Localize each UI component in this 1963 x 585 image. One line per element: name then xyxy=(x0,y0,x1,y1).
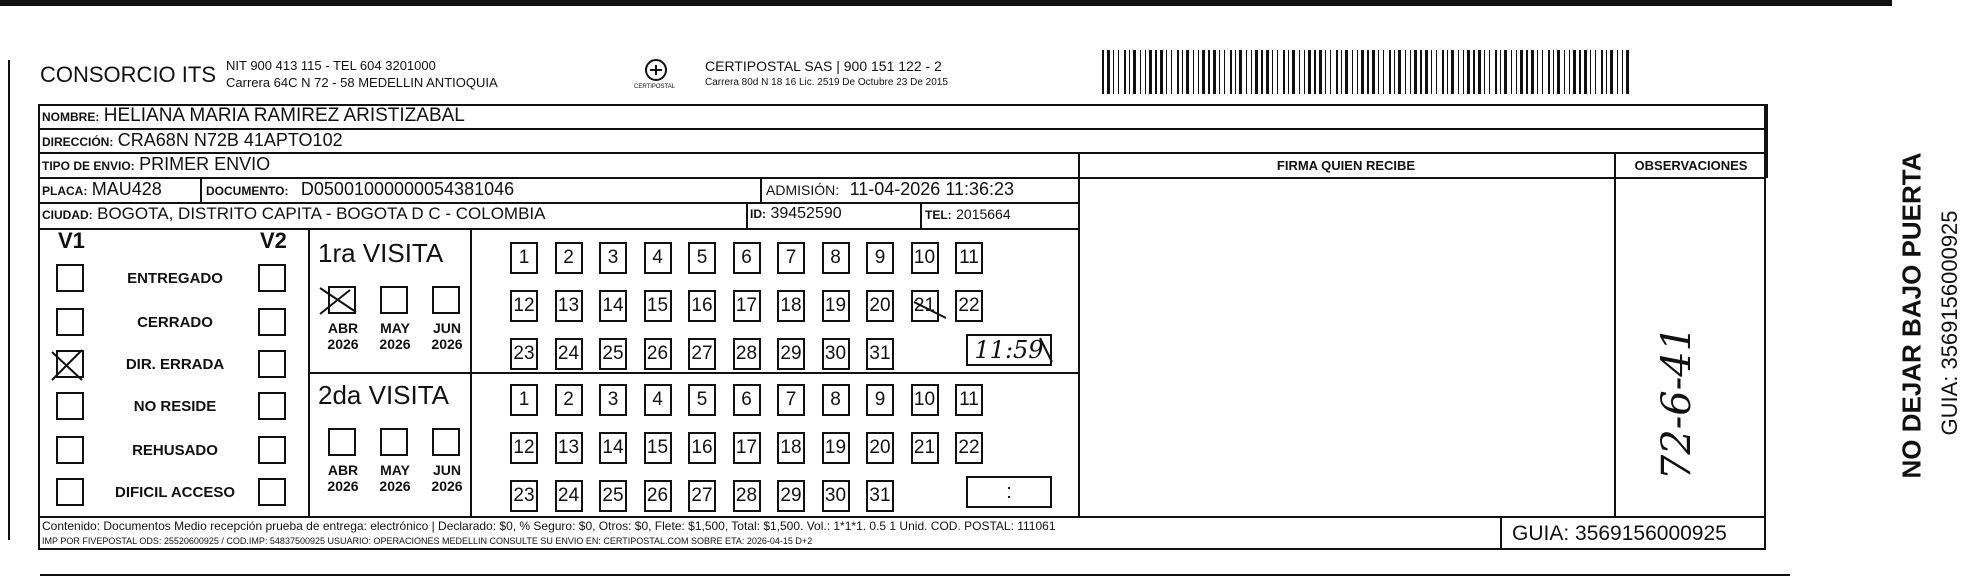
day-box[interactable]: 1 xyxy=(510,384,538,416)
day-box[interactable]: 29 xyxy=(777,338,805,370)
plate-value: MAU428 xyxy=(91,179,162,199)
month-label: MAY xyxy=(380,320,410,336)
status-label: NO RESIDE xyxy=(133,398,217,415)
day-box[interactable]: 30 xyxy=(822,480,850,512)
direccion-label: DIRECCIÓN: xyxy=(42,135,114,149)
id-label: ID: xyxy=(750,207,766,221)
day-box[interactable]: 26 xyxy=(644,480,672,512)
shipment-type: PRIMER ENVIO xyxy=(139,154,271,174)
certipostal-info: CERTIPOSTAL SAS | 900 151 122 - 2 xyxy=(705,58,942,74)
v2-label: V2 xyxy=(260,228,287,253)
day-box[interactable]: 7 xyxy=(777,242,805,274)
day-box[interactable]: 20 xyxy=(866,432,894,464)
day-box[interactable]: 30 xyxy=(822,338,850,370)
day-box[interactable]: 6 xyxy=(733,242,761,274)
day-box[interactable]: 5 xyxy=(688,384,716,416)
day-box[interactable]: 17 xyxy=(733,432,761,464)
footer-contenido: Contenido: Documentos Medio recepción prueba de entrega: electrónico | Declarado: $0, % Seguro: $0, Otros: $0, Flete: $1,500, Total: $1,500. Vol.: 1*1*1. 0.5 1 Unid. COD. POSTAL: 111061 xyxy=(42,519,1056,533)
day-box[interactable]: 15 xyxy=(644,290,672,322)
day-box[interactable]: 2 xyxy=(555,242,583,274)
recipient-name: HELIANA MARIA RAMIREZ ARISTIZABAL xyxy=(103,105,465,126)
footer-guia: GUIA: 3569156000925 xyxy=(1512,522,1727,545)
day-box[interactable]: 22 xyxy=(955,432,983,464)
day-box[interactable]: 28 xyxy=(733,480,761,512)
tel-value: 2015664 xyxy=(956,206,1011,222)
company-nit: NIT 900 413 115 - TEL 604 3201000 xyxy=(226,58,436,73)
day-box[interactable]: 6 xyxy=(733,384,761,416)
company-name: CONSORCIO ITS xyxy=(40,62,217,87)
day-box[interactable]: 1 xyxy=(510,242,538,274)
month-label: JUN xyxy=(432,320,461,336)
observation-text: 72-6-41 xyxy=(1654,325,1701,481)
status-label: REHUSADO xyxy=(132,442,218,459)
day-box[interactable]: 11 xyxy=(955,242,983,274)
certipostal-license: Carrera 80d N 18 16 Lic. 2519 De Octubre 23 De 2015 xyxy=(705,77,948,88)
month-year: 2026 xyxy=(431,336,463,352)
day-box[interactable]: 25 xyxy=(599,338,627,370)
day-box[interactable]: 28 xyxy=(733,338,761,370)
no-dejar-warning: NO DEJAR BAJO PUERTA xyxy=(1896,152,1927,479)
v1-label: V1 xyxy=(58,228,85,253)
month-year: 2026 xyxy=(327,478,359,494)
admision-label: ADMISIÓN: xyxy=(766,182,840,198)
day-box[interactable]: 23 xyxy=(510,480,538,512)
month-year: 2026 xyxy=(379,336,411,352)
day-box[interactable]: 4 xyxy=(644,384,672,416)
tel-label: TEL: xyxy=(925,208,952,222)
day-box[interactable]: 9 xyxy=(866,384,894,416)
second-visit-title: 2da VISITA xyxy=(318,380,450,410)
day-box[interactable]: 10 xyxy=(911,384,939,416)
footer-imp: IMP POR FIVEPOSTAL ODS: 25520600925 / COD.IMP: 54837500925 USUARIO: OPERACIONES MEDELLIN CONSULTE SU ENVIO EN: CERTIPOSTAL.COM SOBRE ETA: 2026-04-15 D+2 xyxy=(42,536,813,546)
month-year: 2026 xyxy=(327,336,359,352)
status-label: ENTREGADO xyxy=(127,270,223,287)
day-box[interactable]: 14 xyxy=(599,290,627,322)
month-year: 2026 xyxy=(379,478,411,494)
month-label: ABR xyxy=(327,462,359,478)
day-box[interactable]: 24 xyxy=(555,338,583,370)
day-box[interactable]: 18 xyxy=(777,290,805,322)
status-label: CERRADO xyxy=(137,314,213,331)
day-box[interactable]: 8 xyxy=(822,242,850,274)
day-box[interactable]: 10 xyxy=(911,242,939,274)
company-address: Carrera 64C N 72 - 58 MEDELLIN ANTIOQUIA xyxy=(226,75,498,90)
day-box[interactable]: 20 xyxy=(866,290,894,322)
month-year: 2026 xyxy=(431,478,463,494)
day-box[interactable]: 12 xyxy=(510,290,538,322)
day-box[interactable]: 13 xyxy=(555,290,583,322)
day-box[interactable]: 17 xyxy=(733,290,761,322)
day-box[interactable]: 11 xyxy=(955,384,983,416)
month-label: MAY xyxy=(380,462,410,478)
day-box[interactable]: 25 xyxy=(599,480,627,512)
day-box[interactable]: 19 xyxy=(822,290,850,322)
id-value: 39452590 xyxy=(770,205,842,222)
day-box[interactable]: 22 xyxy=(955,290,983,322)
day-box[interactable]: 24 xyxy=(555,480,583,512)
day-box[interactable]: 14 xyxy=(599,432,627,464)
side-guia: GUIA: 3569156000925 xyxy=(1937,210,1962,436)
day-box[interactable]: 8 xyxy=(822,384,850,416)
day-box[interactable]: 31 xyxy=(866,480,894,512)
day-box[interactable]: 3 xyxy=(599,384,627,416)
day-box[interactable]: 9 xyxy=(866,242,894,274)
first-visit-title: 1ra VISITA xyxy=(318,238,444,268)
day-box[interactable]: 15 xyxy=(644,432,672,464)
day-box[interactable]: 13 xyxy=(555,432,583,464)
day-box[interactable]: 27 xyxy=(688,480,716,512)
day-box[interactable]: 26 xyxy=(644,338,672,370)
day-box[interactable]: 7 xyxy=(777,384,805,416)
observation-handwriting xyxy=(1654,300,1740,500)
recipient-address: CRA68N N72B 41APTO102 xyxy=(117,130,343,150)
city-value: BOGOTA, DISTRITO CAPITA - BOGOTA D C - COLOMBIA xyxy=(97,204,546,223)
documento-label: DOCUMENTO: xyxy=(206,184,289,198)
day-box[interactable]: 21 xyxy=(911,432,939,464)
ciudad-label: CIUDAD: xyxy=(42,208,93,222)
observaciones-header: OBSERVACIONES xyxy=(1634,158,1748,173)
placa-label: PLACA: xyxy=(42,184,88,198)
month-label: ABR xyxy=(327,320,359,336)
tipo-label: TIPO DE ENVIO: xyxy=(42,159,135,173)
status-label: DIR. ERRADA xyxy=(125,356,225,373)
status-label: DIFICIL ACCESO xyxy=(114,484,235,501)
day-box[interactable]: 16 xyxy=(688,432,716,464)
month-label: JUN xyxy=(432,462,461,478)
day-box[interactable]: 18 xyxy=(777,432,805,464)
document-value: D05001000000054381046 xyxy=(300,179,515,199)
day-box[interactable]: 4 xyxy=(644,242,672,274)
second-visit-time: : xyxy=(1006,481,1012,503)
day-box[interactable]: 21 xyxy=(911,290,939,322)
day-box[interactable]: 31 xyxy=(866,338,894,370)
day-box[interactable]: 5 xyxy=(688,242,716,274)
day-box[interactable]: 3 xyxy=(599,242,627,274)
nombre-label: NOMBRE: xyxy=(42,110,100,124)
day-box[interactable]: 12 xyxy=(510,432,538,464)
day-box[interactable]: 19 xyxy=(822,432,850,464)
day-box[interactable]: 16 xyxy=(688,290,716,322)
firma-header: FIRMA QUIEN RECIBE xyxy=(1276,158,1416,173)
day-box[interactable]: 29 xyxy=(777,480,805,512)
first-visit-time: 11:59 xyxy=(974,336,1044,364)
day-box[interactable]: 27 xyxy=(688,338,716,370)
admission-value: 11-04-2026 11:36:23 xyxy=(849,179,1015,199)
day-box[interactable]: 2 xyxy=(555,384,583,416)
logo-caption: CERTIPOSTAL xyxy=(634,84,676,90)
day-box[interactable]: 23 xyxy=(510,338,538,370)
